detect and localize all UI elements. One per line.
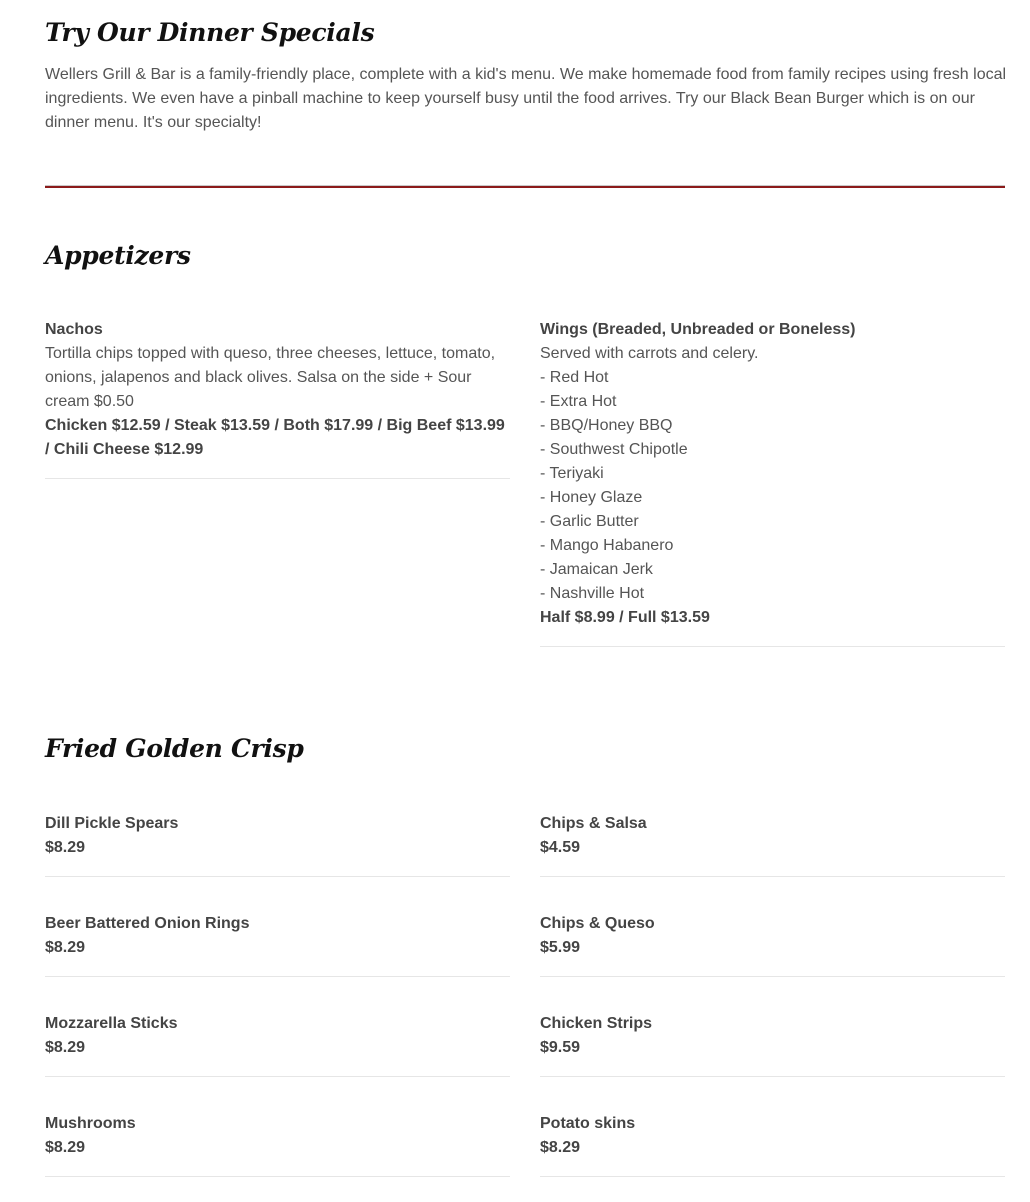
item-price: $4.59	[540, 839, 581, 856]
intro-paragraph: Wellers Grill & Bar is a family-friendly place, complete with a kid's menu. We make homemade food from family recipes using fresh local ingredients. We even have a pinball machine to keep yourself busy until the food arrives. Try our Black Bean Burger which is on our dinner menu. It's our specialty!	[45, 66, 1007, 131]
menu-item-nachos	[45, 318, 510, 479]
item-price: $8.29	[540, 1139, 581, 1156]
menu-item-chicken-strips	[540, 1012, 1005, 1077]
item-name: Beer Battered Onion Rings	[45, 915, 250, 932]
fried-golden-crisp-title: Fried Golden Crisp	[45, 734, 304, 763]
item-price: $8.29	[45, 939, 86, 956]
appetizers-title: Appetizers	[45, 241, 191, 270]
menu-item-onion-rings	[45, 912, 510, 977]
flavor-item: - Extra Hot	[540, 393, 617, 410]
item-price: $8.29	[45, 1039, 86, 1056]
item-price: Chicken $12.59 / Steak $13.59 / Both $17.99 / Big Beef $13.99 / Chili Cheese $12.99	[45, 417, 505, 458]
flavor-item: - Southwest Chipotle	[540, 441, 688, 458]
section-divider	[45, 185, 1005, 188]
menu-item-chips-queso	[540, 912, 1005, 977]
item-price: $8.29	[45, 1139, 86, 1156]
item-price: $9.59	[540, 1039, 581, 1056]
flavor-item: - Teriyaki	[540, 465, 604, 482]
menu-item-chips-salsa	[540, 812, 1005, 877]
flavor-item: - BBQ/Honey BBQ	[540, 417, 673, 434]
item-price: $5.99	[540, 939, 581, 956]
item-description: Served with carrots and celery.	[540, 345, 759, 362]
flavor-item: - Honey Glaze	[540, 489, 643, 506]
flavor-item: - Nashville Hot	[540, 585, 645, 602]
flavor-item: - Mango Habanero	[540, 537, 674, 554]
item-name: Potato skins	[540, 1115, 636, 1132]
menu-item-wings	[540, 318, 1005, 647]
flavor-item: - Red Hot	[540, 369, 609, 386]
item-name: Mushrooms	[45, 1115, 136, 1132]
item-name: Dill Pickle Spears	[45, 815, 179, 832]
item-name: Mozzarella Sticks	[45, 1015, 178, 1032]
item-name: Chips & Salsa	[540, 815, 647, 832]
menu-item-dill-pickle-spears	[45, 812, 510, 877]
flavor-item: - Jamaican Jerk	[540, 561, 653, 578]
dinner-specials-title: Try Our Dinner Specials	[45, 18, 375, 47]
menu-item-mushrooms	[45, 1112, 510, 1177]
menu-item-potato-skins	[540, 1112, 1005, 1177]
menu-item-mozzarella-sticks	[45, 1012, 510, 1077]
flavor-item: - Garlic Butter	[540, 513, 639, 530]
item-description: Tortilla chips topped with queso, three cheeses, lettuce, tomato, onions, jalapenos and black olives. Salsa on the side + Sour cream $0.50	[45, 345, 496, 410]
item-name: Nachos	[45, 321, 103, 338]
item-price: $8.29	[45, 839, 86, 856]
item-name: Chips & Queso	[540, 915, 655, 932]
item-price: Half $8.99 / Full $13.59	[540, 609, 710, 626]
item-name: Chicken Strips	[540, 1015, 653, 1032]
item-name: Wings (Breaded, Unbreaded or Boneless)	[540, 321, 856, 338]
